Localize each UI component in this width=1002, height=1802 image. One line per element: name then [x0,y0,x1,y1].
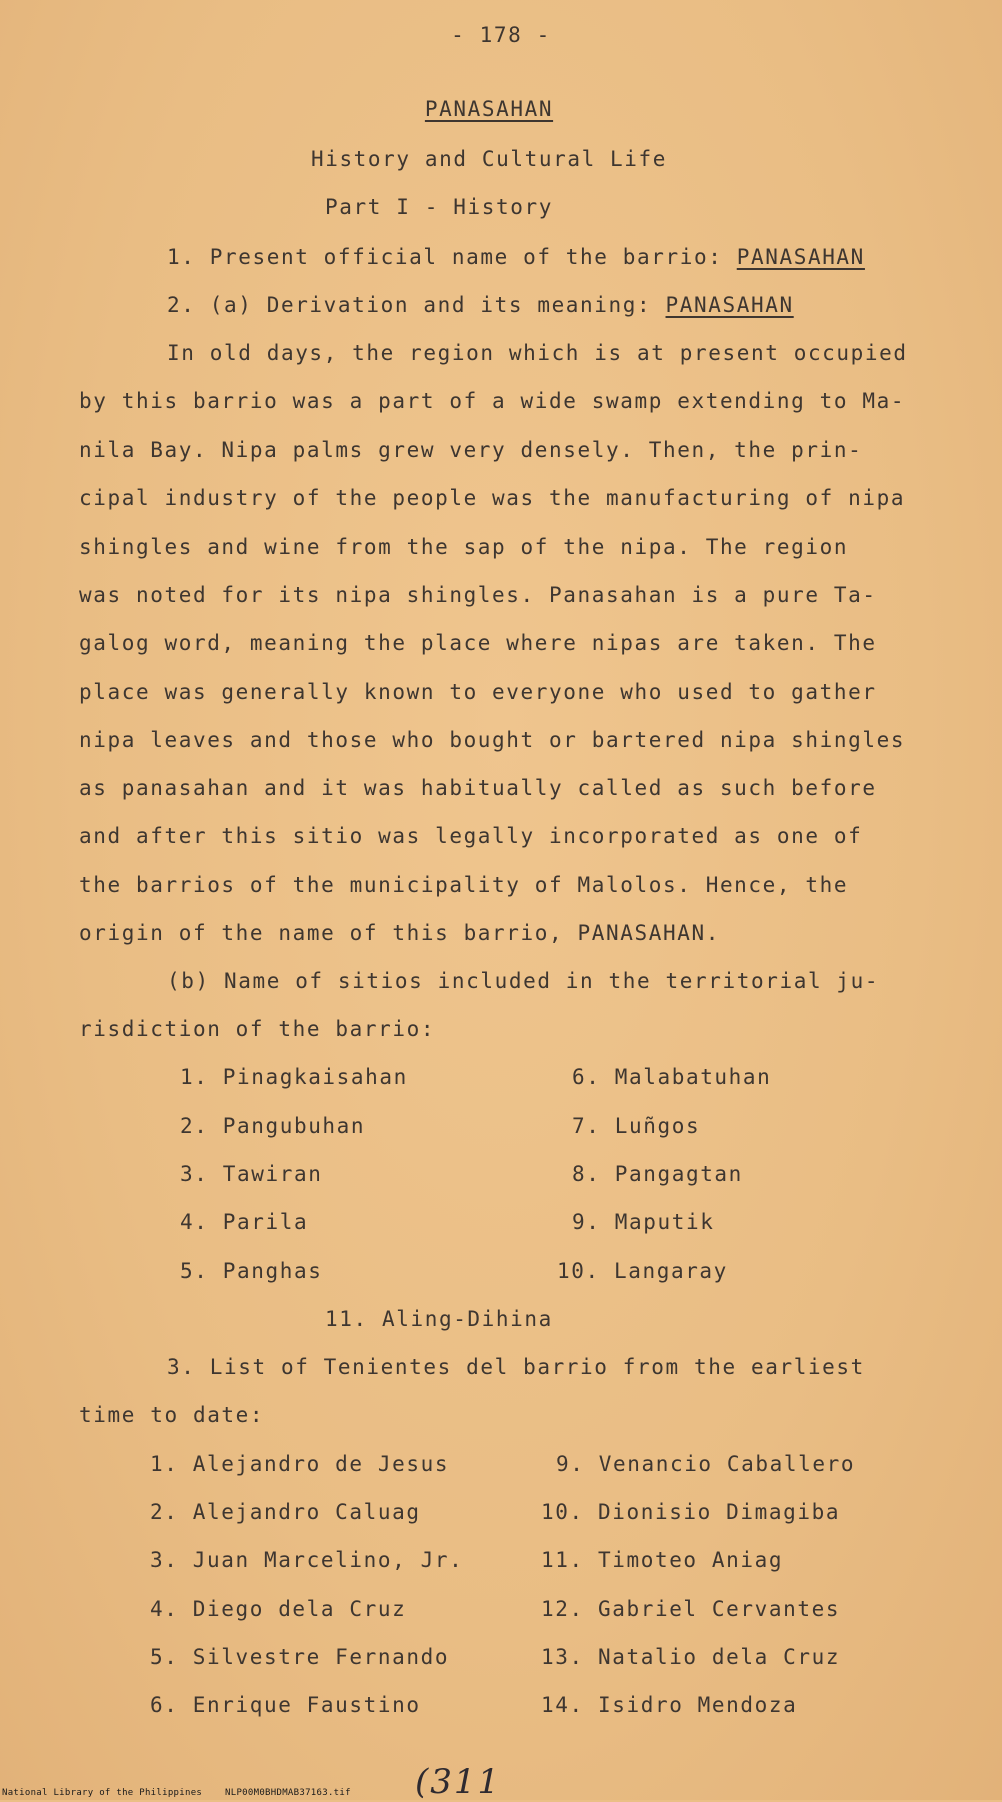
paragraph-line: nipa leaves and those who bought or bartered nipa shingles [79,728,906,752]
list-item: 5. Panghas [180,1259,323,1283]
question-1-answer: PANASAHAN [736,245,865,269]
list-item: 13. Natalio dela Cruz [541,1645,841,1669]
paragraph-line: and after this sitio was legally incorporated as one of [79,824,863,848]
paragraph-line: galog word, meaning the place where nipas are taken. The [79,631,877,655]
list-item: 10. Dionisio Dimagiba [541,1500,841,1524]
question-3-cont: time to date: [79,1403,265,1427]
question-1 [167,244,865,270]
question-2b: (b) Name of sitios included in the territorial ju- [167,969,880,993]
list-item: 3. Juan Marcelino, Jr. [150,1548,464,1572]
paragraph-line: as panasahan and it was habitually called as such before [79,776,877,800]
list-item: 5. Silvestre Fernando [150,1645,450,1669]
list-item: 12. Gabriel Cervantes [541,1597,841,1621]
paragraph-line: cipal industry of the people was the manufacturing of nipa [79,486,906,510]
paragraph-line: origin of the name of this barrio, PANASAHAN. [79,921,720,945]
paragraph-line: was noted for its nipa shingles. Panasahan is a pure Ta- [79,583,877,607]
list-item: 1. Pinagkaisahan [180,1065,408,1089]
part-heading: Part I - History [325,195,553,219]
list-item: 9. Venancio Caballero [556,1452,856,1476]
list-item: 14. Isidro Mendoza [541,1693,798,1717]
list-item: 4. Diego dela Cruz [150,1597,407,1621]
document-subtitle: History and Cultural Life [310,147,668,171]
list-item: 4. Parila [180,1210,309,1234]
list-item: 10. Langaray [557,1259,728,1283]
list-item: 7. Luñgos [572,1114,701,1138]
question-2b-cont: risdiction of the barrio: [79,1017,436,1041]
question-3: 3. List of Tenientes del barrio from the earliest [167,1355,865,1379]
question-2a-text: 2. (a) Derivation and its meaning: [167,293,666,317]
list-item: 9. Maputik [572,1210,715,1234]
list-item: 3. Tawiran [180,1162,323,1186]
list-item: 6. Enrique Faustino [150,1693,421,1717]
list-item: 2. Pangubuhan [180,1114,366,1138]
paragraph-line: nila Bay. Nipa palms grew very densely. Then, the prin- [79,438,863,462]
scan-footer: National Library of the Philippines NLP00M0BHDMAB37163.tif [2,1788,351,1798]
page-number: - 178 - [451,23,551,47]
paragraph-line: by this barrio was a part of a wide swamp extending to Ma- [79,389,906,413]
list-item: 11. Timoteo Aniag [541,1548,784,1572]
list-item: 2. Alejandro Caluag [150,1500,421,1524]
list-item: 6. Malabatuhan [572,1065,772,1089]
paragraph-line: the barrios of the municipality of Malolos. Hence, the [79,873,849,897]
list-item: 11. Aling-Dihina [325,1307,553,1331]
paragraph-line: In old days, the region which is at present occupied [167,341,908,365]
question-1-text: 1. Present official name of the barrio: [167,245,737,269]
question-2a [167,292,794,318]
question-2a-answer: PANASAHAN [665,293,794,317]
paragraph-line: shingles and wine from the sap of the nipa. The region [79,535,849,559]
handwritten-page-number: (311 [415,1762,502,1802]
document-title: PANASAHAN [424,97,554,121]
paragraph-line: place was generally known to everyone who used to gather [79,680,877,704]
list-item: 8. Pangagtan [572,1162,743,1186]
list-item: 1. Alejandro de Jesus [150,1452,450,1476]
